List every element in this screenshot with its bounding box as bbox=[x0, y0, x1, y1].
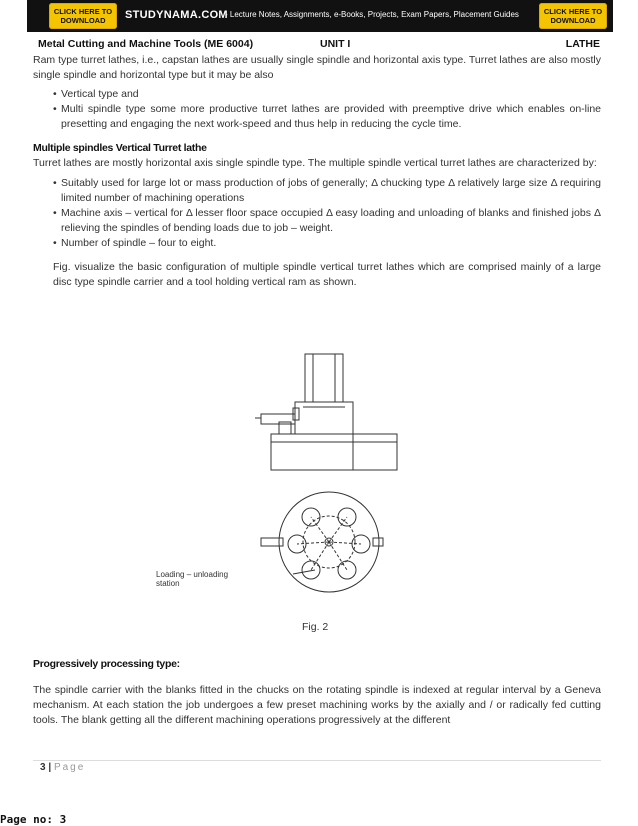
brand-name[interactable]: STUDYNAMA.COM bbox=[125, 9, 228, 21]
topic-label: LATHE bbox=[565, 38, 600, 50]
figure-multi-spindle-turret-lathe bbox=[253, 352, 403, 597]
list-item: • Multi spindle type some more productive turret lathes are provided with preemptive drive which enables on-line presetting and engaging the next work-speed and thus help in reducing the cycle time. bbox=[53, 103, 601, 130]
section-heading-multiple-spindles: Multiple spindles Vertical Turret lathe bbox=[33, 142, 207, 154]
download-button-right[interactable]: CLICK HERE TO DOWNLOAD bbox=[539, 3, 607, 29]
document-body bbox=[33, 53, 601, 290]
list-item: • Suitably used for large lot or mass production of jobs of generally; Δ chucking type Δ relatively large size Δ requiring limited number of machining operations bbox=[53, 177, 601, 204]
footer-page-number: 3 bbox=[40, 762, 46, 773]
paragraph-characteristics: Turret lathes are mostly horizontal axis single spindle type. The multiple spindle vertical turret lathes are characterized by: bbox=[33, 157, 597, 169]
page-footer bbox=[40, 762, 85, 773]
section-heading-progressive: Progressively processing type: bbox=[33, 658, 180, 670]
ram-column bbox=[305, 354, 343, 402]
turret-types-list bbox=[33, 87, 601, 132]
unit-label: UNIT I bbox=[320, 38, 351, 50]
download-button-left[interactable]: CLICK HERE TO DOWNLOAD bbox=[49, 3, 117, 29]
footer-separator: | bbox=[48, 762, 52, 773]
course-title: Metal Cutting and Machine Tools (ME 6004) bbox=[38, 38, 254, 50]
paragraph-progressive: The spindle carrier with the blanks fitted in the chucks on the rotating spindle is indexed at regular interval by a Geneva mechanism. At each station the job undergoes a few preset machining works by the axially and / or radically fed cutting tools. The blank getting all the different machining operations progressively at the different bbox=[33, 684, 601, 726]
list-item: • Number of spindle – four to eight. bbox=[53, 237, 217, 249]
paragraph-intro: Ram type turret lathes, i.e., capstan lathes are usually single spindle and horizontal axis type. Turret lathes are also mostly single spindle and horizontal type but it may be also bbox=[33, 54, 601, 81]
machine-base bbox=[271, 434, 397, 470]
spindle bbox=[302, 561, 320, 579]
loading-station-label: Loading – unloading station bbox=[156, 570, 229, 588]
page-header bbox=[38, 38, 600, 51]
footer-divider bbox=[33, 760, 601, 761]
banner-tagline: - Lecture Notes, Assignments, e-Books, Projects, Exam Papers, Placement Guides bbox=[225, 10, 519, 19]
spindle bbox=[338, 561, 356, 579]
characteristics-list bbox=[33, 176, 601, 251]
list-item: • Machine axis – vertical for Δ lesser floor space occupied Δ easy loading and unloading of blanks and finished jobs Δ relieving the spindles of bending loads due to job – weight. bbox=[53, 207, 601, 234]
paragraph-figure-intro: Fig. visualize the basic configuration of multiple spindle vertical turret lathes which are comprised mainly of a large disc type spindle carrier and a tool holding vertical ram as shown. bbox=[53, 261, 601, 288]
list-item: • Vertical type and bbox=[53, 88, 139, 100]
footer-page-word: Page bbox=[53, 762, 86, 773]
figure-caption: Fig. 2 bbox=[302, 621, 329, 633]
page-stamp: Page no: 3 bbox=[0, 813, 67, 826]
download-banner bbox=[27, 0, 613, 32]
document-body-continued bbox=[33, 657, 601, 728]
